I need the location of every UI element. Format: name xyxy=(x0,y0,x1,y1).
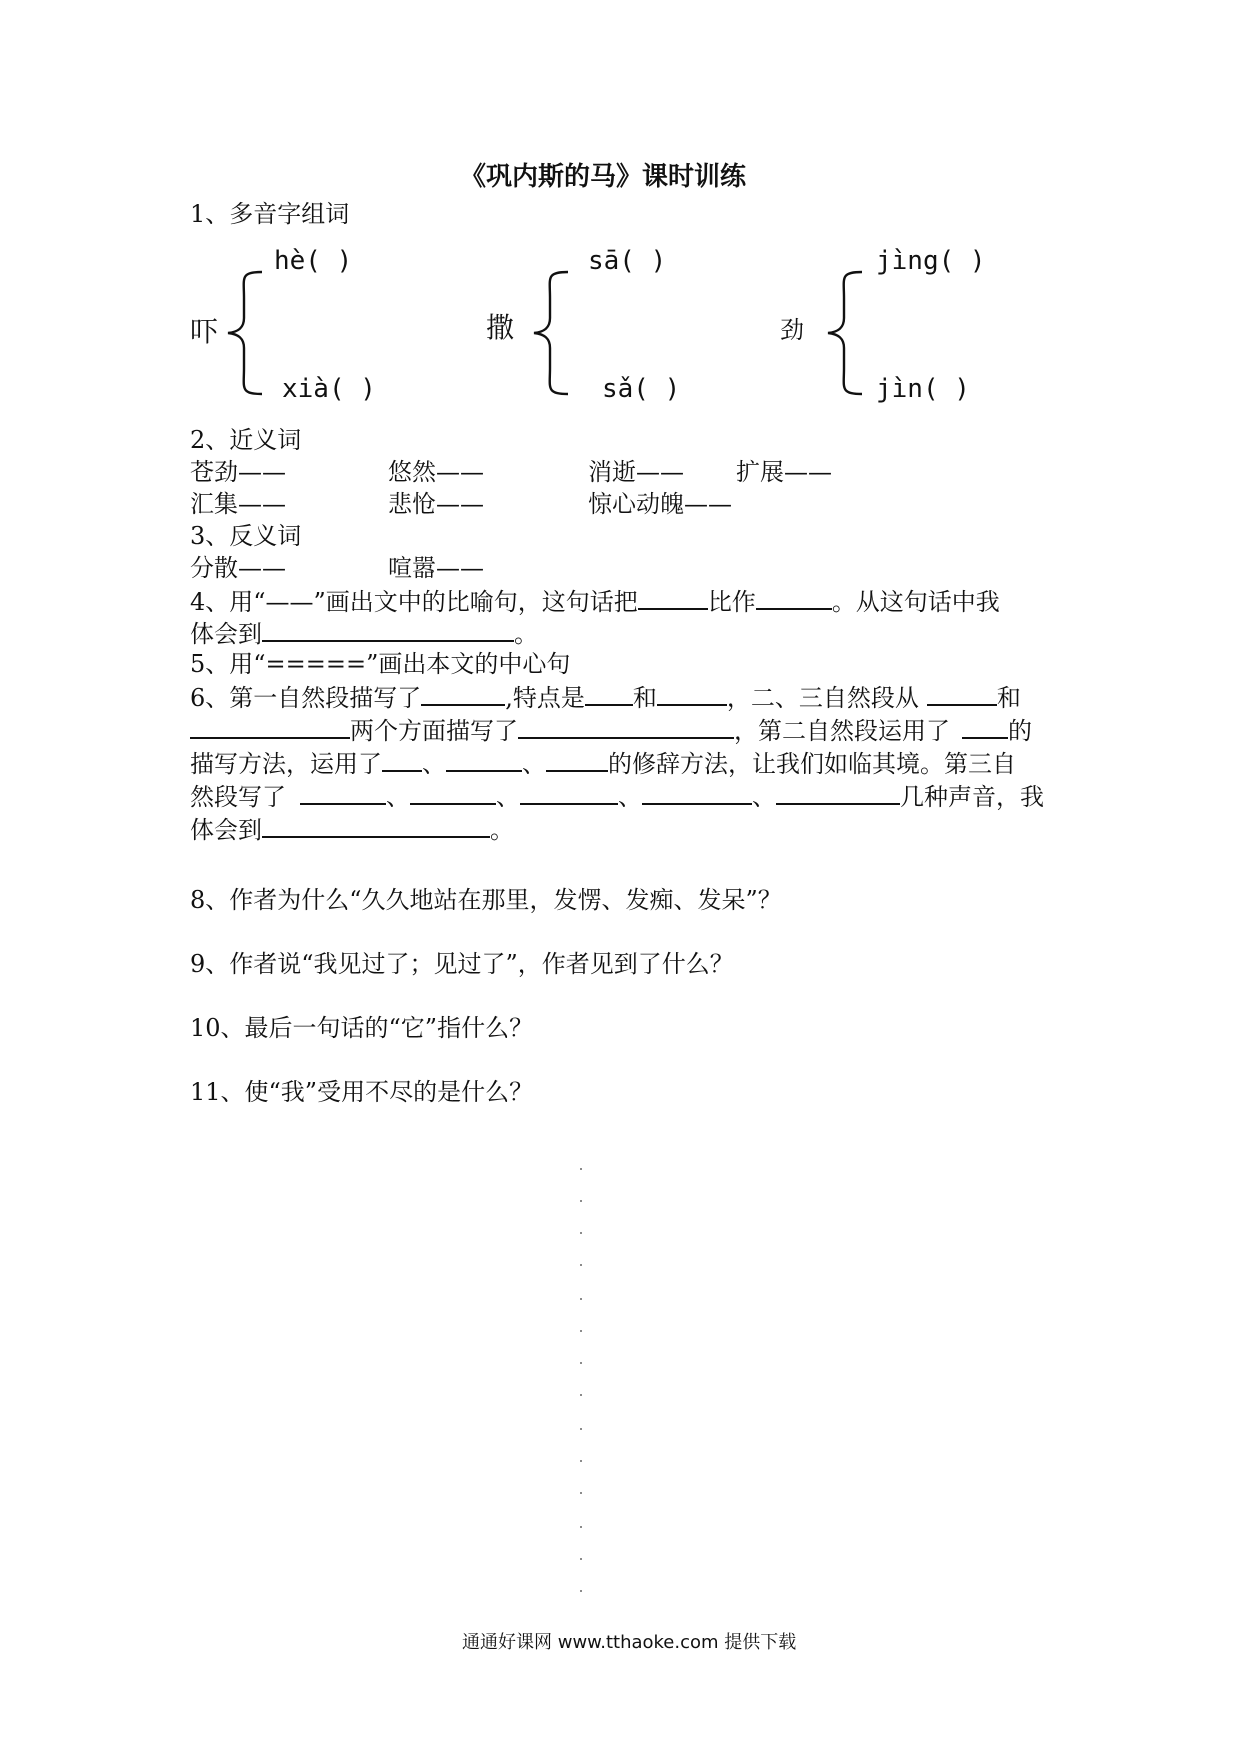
synonym-item: 消逝—— xyxy=(588,458,684,486)
separator-dot xyxy=(580,1590,582,1592)
question-9: 9、作者说“我见过了；见过了”，作者见到了什么？ xyxy=(190,950,734,978)
separator-dot xyxy=(580,1428,582,1430)
answer-blank[interactable] xyxy=(421,680,505,706)
question-11: 11、使“我”受用不尽的是什么？ xyxy=(190,1078,534,1106)
question-6-line1: 6、第一自然段描写了 ,特点是 和 ，二、三自然段从 和 xyxy=(190,680,1021,714)
separator-dot xyxy=(580,1460,582,1462)
synonym-item: 悠然—— xyxy=(388,458,484,486)
answer-blank[interactable] xyxy=(300,779,386,805)
separator-dot xyxy=(580,1298,582,1300)
answer-blank[interactable] xyxy=(262,812,490,838)
answer-blank[interactable] xyxy=(638,584,708,610)
synonym-item: 汇集—— xyxy=(190,490,286,518)
brace-icon xyxy=(822,268,870,398)
pinyin-sa1: sā( ) xyxy=(588,246,667,276)
separator-dot xyxy=(580,1362,582,1364)
separator-dot xyxy=(580,1200,582,1202)
separator-dot xyxy=(580,1264,582,1266)
footer-text: 通通好课网 www.tthaoke.com 提供下载 xyxy=(462,1632,797,1653)
answer-blank[interactable] xyxy=(927,680,997,706)
synonym-item: 扩展—— xyxy=(736,458,832,486)
pinyin-xia: xià( ) xyxy=(282,374,376,404)
separator-dot xyxy=(580,1492,582,1494)
answer-blank[interactable] xyxy=(446,746,522,772)
polyphone-char-jin: 劲 xyxy=(780,316,804,344)
answer-blank[interactable] xyxy=(546,746,608,772)
brace-icon xyxy=(528,268,576,398)
answer-blank[interactable] xyxy=(382,746,422,772)
answer-blank[interactable] xyxy=(518,713,734,739)
synonym-item: 苍劲—— xyxy=(190,458,286,486)
separator-dot xyxy=(580,1232,582,1234)
question-5: 5、用“=====”画出本文的中心句 xyxy=(190,650,571,678)
separator-dot xyxy=(580,1330,582,1332)
polyphone-char-sa: 撒 xyxy=(486,311,515,344)
separator-dot xyxy=(580,1394,582,1396)
answer-blank[interactable] xyxy=(756,584,832,610)
answer-blank[interactable] xyxy=(657,680,727,706)
section2-heading: 2、近义词 xyxy=(190,426,302,454)
pinyin-he: hè( ) xyxy=(274,246,353,276)
answer-blank[interactable] xyxy=(410,779,496,805)
synonym-item: 惊心动魄—— xyxy=(588,490,732,518)
antonym-item: 分散—— xyxy=(190,554,286,582)
section3-heading: 3、反义词 xyxy=(190,522,302,550)
separator-dot xyxy=(580,1526,582,1528)
answer-blank[interactable] xyxy=(962,713,1008,739)
synonym-item: 悲怆—— xyxy=(388,490,484,518)
polyphone-char-xia: 吓 xyxy=(190,315,219,348)
pinyin-sa3: sǎ( ) xyxy=(602,374,681,404)
pinyin-jing: jìng( ) xyxy=(876,246,986,276)
question-6-line2: 两个方面描写了 ，第二自然段运用了 的 xyxy=(190,713,1032,747)
answer-blank[interactable] xyxy=(190,713,350,739)
pinyin-jin: jìn( ) xyxy=(876,374,970,404)
question-6-line4: 然段写了 、 、 、 、 几种声音，我 xyxy=(190,779,1044,813)
brace-icon xyxy=(222,268,270,398)
question-10: 10、最后一句话的“它”指什么？ xyxy=(190,1014,534,1042)
page-title: 《巩内斯的马》课时训练 xyxy=(460,162,747,192)
antonym-item: 喧嚣—— xyxy=(388,554,484,582)
answer-blank[interactable] xyxy=(585,680,633,706)
question-4-line1: 4、用“——”画出文中的比喻句，这句话把 比作 。从这句话中我 xyxy=(190,584,1000,618)
question-8: 8、作者为什么“久久地站在那里，发愣、发痴、发呆”？ xyxy=(190,886,782,914)
answer-blank[interactable] xyxy=(262,616,514,642)
section1-heading: 1、多音字组词 xyxy=(190,200,350,228)
separator-dot xyxy=(580,1168,582,1170)
question-6-line3: 描写方法，运用了 、 、 的修辞方法，让我们如临其境。第三自 xyxy=(190,746,1016,780)
answer-blank[interactable] xyxy=(776,779,900,805)
question-6-line5: 体会到 。 xyxy=(190,812,514,846)
question-4-line2: 体会到 。 xyxy=(190,616,538,650)
answer-blank[interactable] xyxy=(520,779,618,805)
answer-blank[interactable] xyxy=(642,779,752,805)
separator-dot xyxy=(580,1558,582,1560)
